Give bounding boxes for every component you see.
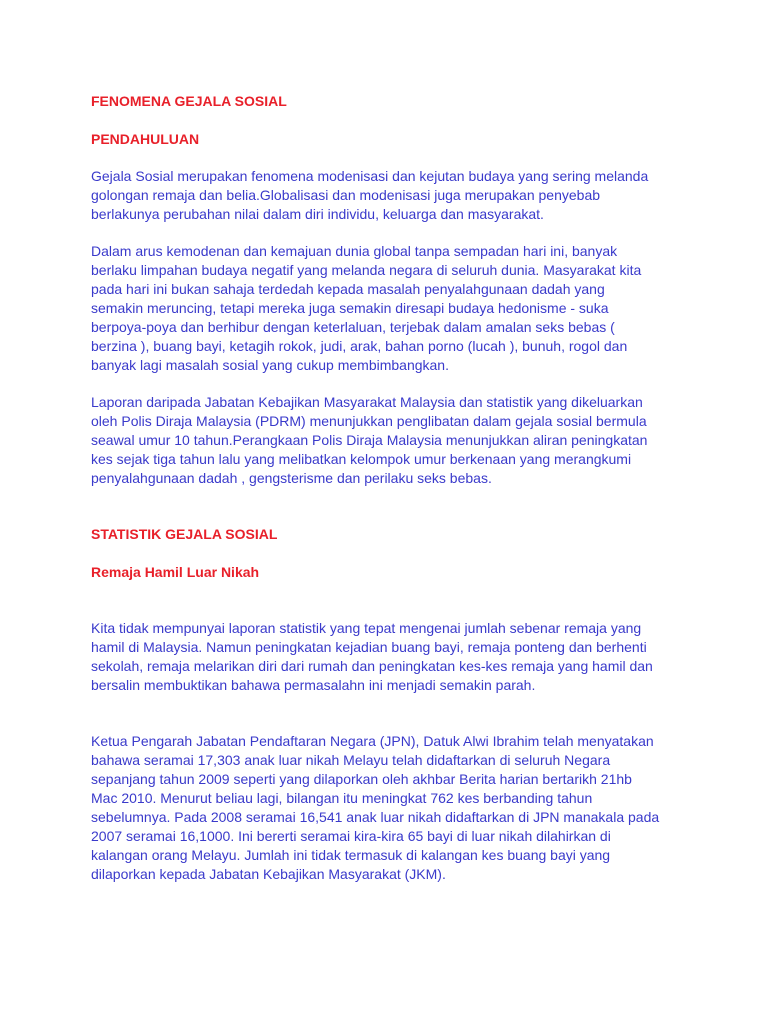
paragraph-line: Dalam arus kemodenan dan kemajuan dunia global tanpa sempadan hari ini, banyak bbox=[91, 243, 618, 259]
paragraph-line: Gejala Sosial merupakan fenomena modenisasi dan kejutan budaya yang sering melanda bbox=[91, 168, 649, 184]
paragraph-line: seawal umur 10 tahun.Perangkaan Polis Diraja Malaysia menunjukkan aliran peningkatan bbox=[91, 432, 648, 448]
paragraph-line: hamil di Malaysia. Namun peningkatan kejadian buang bayi, remaja ponteng dan berhenti bbox=[91, 639, 647, 655]
section-heading-statistik: STATISTIK GEJALA SOSIAL bbox=[91, 526, 278, 542]
paragraph-intro bbox=[91, 167, 691, 224]
paragraph-jpn bbox=[91, 732, 691, 884]
paragraph-line: semakin meruncing, tetapi mereka juga semakin diresapi budaya hedonisme - suka bbox=[91, 300, 609, 316]
paragraph-line: berpoya-poya dan berhibur dengan keterlaluan, terjebak dalam amalan seks bebas ( bbox=[91, 319, 615, 335]
paragraph-line: dilaporkan kepada Jabatan Kebajikan Masyarakat (JKM). bbox=[91, 866, 446, 882]
paragraph-line: Laporan daripada Jabatan Kebajikan Masyarakat Malaysia dan statistik yang dikeluarkan bbox=[91, 394, 643, 410]
paragraph-line: sekolah, remaja melarikan diri dari rumah dan peningkatan kes-kes remaja yang hamil dan bbox=[91, 658, 653, 674]
paragraph-line: bersalin membuktikan bahawa permasalahn ini menjadi semakin parah. bbox=[91, 677, 536, 693]
paragraph-line: Mac 2010. Menurut beliau lagi, bilangan itu meningkat 762 kes berbanding tahun bbox=[91, 790, 593, 806]
paragraph-line: penyalahgunaan dadah , gengsterisme dan perilaku seks bebas. bbox=[91, 470, 492, 486]
paragraph-line: banyak lagi masalah sosial yang cukup membimbangkan. bbox=[91, 357, 449, 373]
section-heading-pendahuluan: PENDAHULUAN bbox=[91, 131, 200, 147]
paragraph-modernity bbox=[91, 242, 691, 375]
paragraph-line: pada hari ini bukan sahaja terdedah kepada masalah penyalahgunaan dadah yang bbox=[91, 281, 605, 297]
paragraph-line: 2007 seramai 16,1000. Ini bererti seramai kira-kira 65 bayi di luar nikah dilahirkan di bbox=[91, 828, 611, 844]
paragraph-line: berzina ), buang bayi, ketagih rokok, judi, arak, bahan porno (lucah ), bunuh, rogol dan bbox=[91, 338, 628, 354]
paragraph-reports bbox=[91, 393, 691, 488]
paragraph-statistics bbox=[91, 619, 691, 695]
paragraph-line: Ketua Pengarah Jabatan Pendaftaran Negara (JPN), Datuk Alwi Ibrahim telah menyatakan bbox=[91, 733, 654, 749]
paragraph-line: kalangan orang Melayu. Jumlah ini tidak termasuk di kalangan kes buang bayi yang bbox=[91, 847, 611, 863]
paragraph-line: golongan remaja dan belia.Globalisasi dan modenisasi juga merupakan penyebab bbox=[91, 187, 601, 203]
paragraph-line: berlakunya perubahan nilai dalam diri individu, keluarga dan masyarakat. bbox=[91, 206, 544, 222]
document-title: FENOMENA GEJALA SOSIAL bbox=[91, 93, 287, 109]
paragraph-line: Kita tidak mempunyai laporan statistik yang tepat mengenai jumlah sebenar remaja yang bbox=[91, 620, 642, 636]
paragraph-line: berlaku limpahan budaya negatif yang melanda negara di seluruh dunia. Masyarakat kita bbox=[91, 262, 642, 278]
paragraph-line: bahawa seramai 17,303 anak luar nikah Melayu telah didaftarkan di seluruh Negara bbox=[91, 752, 611, 768]
paragraph-line: oleh Polis Diraja Malaysia (PDRM) menunjukkan penglibatan dalam gejala sosial bermula bbox=[91, 413, 647, 429]
paragraph-line: sepanjang tahun 2009 seperti yang dilaporkan oleh akhbar Berita harian bertarikh 21hb bbox=[91, 771, 632, 787]
paragraph-line: sebelumnya. Pada 2008 seramai 16,541 anak luar nikah didaftarkan di JPN manakala pada bbox=[91, 809, 660, 825]
subsection-heading-remaja: Remaja Hamil Luar Nikah bbox=[91, 564, 260, 580]
paragraph-line: kes sejak tiga tahun lalu yang melibatkan kelompok umur berkenaan yang merangkumi bbox=[91, 451, 632, 467]
